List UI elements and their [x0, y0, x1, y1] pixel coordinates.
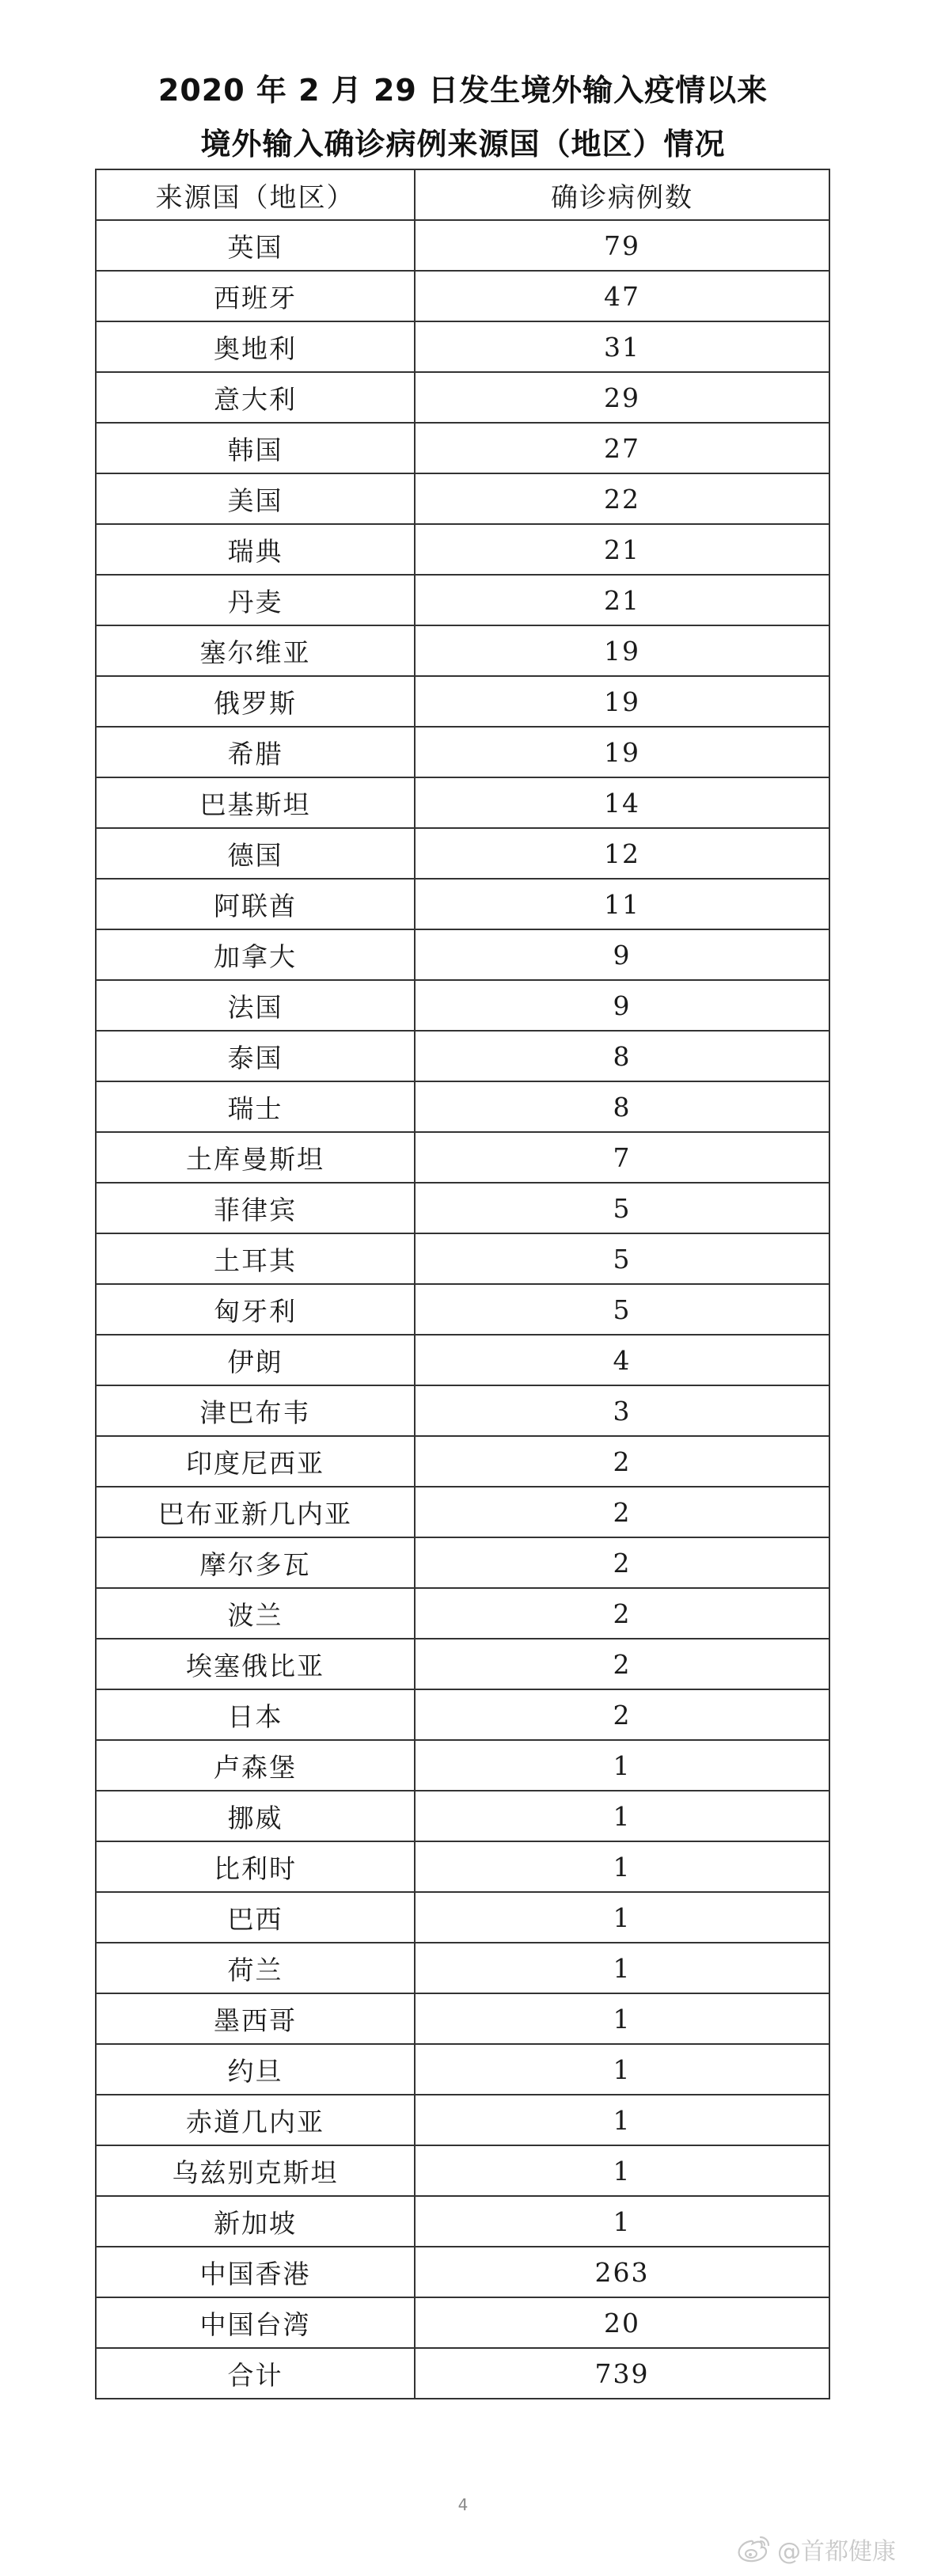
cases-cell: 1 — [415, 1993, 829, 2044]
region-cell: 比利时 — [96, 1841, 415, 1892]
region-cell: 美国 — [96, 473, 415, 524]
region-cell: 塞尔维亚 — [96, 625, 415, 676]
region-cell: 韩国 — [96, 423, 415, 473]
cases-cell: 47 — [415, 271, 829, 321]
cases-cell: 21 — [415, 524, 829, 575]
cases-cell: 2 — [415, 1689, 829, 1740]
region-cell: 中国台湾 — [96, 2297, 415, 2348]
table-row — [96, 1791, 829, 1841]
region-cell: 土库曼斯坦 — [96, 1132, 415, 1183]
cases-cell: 2 — [415, 1537, 829, 1588]
region-cell: 菲律宾 — [96, 1183, 415, 1233]
cases-cell: 1 — [415, 1943, 829, 1993]
cases-cell: 5 — [415, 1183, 829, 1233]
table-row — [96, 1081, 829, 1132]
table-row — [96, 423, 829, 473]
table-row — [96, 2348, 829, 2399]
table-row — [96, 1284, 829, 1335]
cases-cell: 19 — [415, 625, 829, 676]
table-row — [96, 2145, 829, 2196]
table-row — [96, 1689, 829, 1740]
region-cell: 新加坡 — [96, 2196, 415, 2247]
cases-cell: 2 — [415, 1639, 829, 1689]
cases-cell: 1 — [415, 2196, 829, 2247]
title-line-2: 境外输入确诊病例来源国（地区）情况 — [200, 127, 726, 161]
region-cell: 日本 — [96, 1689, 415, 1740]
cases-cell: 263 — [415, 2247, 829, 2297]
cases-cell: 27 — [415, 423, 829, 473]
table-row — [96, 980, 829, 1031]
region-cell: 波兰 — [96, 1588, 415, 1639]
cases-cell: 2 — [415, 1436, 829, 1487]
table-body — [96, 220, 829, 2399]
cases-cell: 19 — [415, 676, 829, 727]
table-row — [96, 1993, 829, 2044]
table-row — [96, 1487, 829, 1537]
region-cell: 挪威 — [96, 1791, 415, 1841]
table-row — [96, 524, 829, 575]
table-row — [96, 879, 829, 929]
region-cell: 意大利 — [96, 372, 415, 423]
region-cell: 墨西哥 — [96, 1993, 415, 2044]
region-cell: 约旦 — [96, 2044, 415, 2095]
region-cell: 加拿大 — [96, 929, 415, 980]
cases-table — [95, 169, 830, 2399]
cases-cell: 3 — [415, 1385, 829, 1436]
table-row — [96, 2247, 829, 2297]
cases-cell: 22 — [415, 473, 829, 524]
table-row — [96, 1436, 829, 1487]
table-row — [96, 777, 829, 828]
table-row — [96, 2044, 829, 2095]
table-row — [96, 625, 829, 676]
region-cell: 赤道几内亚 — [96, 2095, 415, 2145]
region-cell: 俄罗斯 — [96, 676, 415, 727]
title-line-1: 2020 年 2 月 29 日发生境外输入疫情以来 — [157, 73, 769, 108]
table-row — [96, 1132, 829, 1183]
table-row — [96, 1588, 829, 1639]
header-region: 来源国（地区） — [96, 169, 415, 220]
region-cell: 卢森堡 — [96, 1740, 415, 1791]
watermark — [736, 2532, 896, 2567]
cases-cell: 1 — [415, 2145, 829, 2196]
watermark-text: @首都健康 — [777, 2538, 896, 2566]
cases-cell: 739 — [415, 2348, 829, 2399]
table-row — [96, 220, 829, 271]
cases-cell: 7 — [415, 1132, 829, 1183]
table-row — [96, 1233, 829, 1284]
region-cell: 泰国 — [96, 1031, 415, 1081]
region-cell: 阿联酋 — [96, 879, 415, 929]
region-cell: 巴西 — [96, 1892, 415, 1943]
cases-cell: 12 — [415, 828, 829, 879]
cases-cell: 1 — [415, 1740, 829, 1791]
table-row — [96, 1740, 829, 1791]
cases-cell: 31 — [415, 321, 829, 372]
region-cell: 瑞士 — [96, 1081, 415, 1132]
table-row — [96, 1335, 829, 1385]
cases-cell: 19 — [415, 727, 829, 777]
region-cell: 丹麦 — [96, 575, 415, 625]
table-row — [96, 1183, 829, 1233]
table-row — [96, 473, 829, 524]
cases-cell: 1 — [415, 2095, 829, 2145]
table-row — [96, 676, 829, 727]
region-cell: 匈牙利 — [96, 1284, 415, 1335]
table-row — [96, 1031, 829, 1081]
header-cases: 确诊病例数 — [415, 169, 829, 220]
cases-cell: 8 — [415, 1081, 829, 1132]
table-row — [96, 1841, 829, 1892]
table-row — [96, 1385, 829, 1436]
region-cell: 英国 — [96, 220, 415, 271]
table-row — [96, 1943, 829, 1993]
cases-cell: 8 — [415, 1031, 829, 1081]
table-row — [96, 828, 829, 879]
cases-cell: 4 — [415, 1335, 829, 1385]
region-cell: 西班牙 — [96, 271, 415, 321]
region-cell: 德国 — [96, 828, 415, 879]
region-cell: 合计 — [96, 2348, 415, 2399]
page-number: 4 — [457, 2495, 469, 2514]
table-row — [96, 2297, 829, 2348]
table-row — [96, 2196, 829, 2247]
region-cell: 土耳其 — [96, 1233, 415, 1284]
cases-cell: 5 — [415, 1284, 829, 1335]
cases-cell: 21 — [415, 575, 829, 625]
cases-cell: 1 — [415, 1892, 829, 1943]
region-cell: 津巴布韦 — [96, 1385, 415, 1436]
region-cell: 瑞典 — [96, 524, 415, 575]
region-cell: 法国 — [96, 980, 415, 1031]
table-row — [96, 1537, 829, 1588]
cases-cell: 1 — [415, 2044, 829, 2095]
region-cell: 巴基斯坦 — [96, 777, 415, 828]
region-cell: 荷兰 — [96, 1943, 415, 1993]
cases-cell: 14 — [415, 777, 829, 828]
cases-cell: 79 — [415, 220, 829, 271]
cases-cell: 9 — [415, 929, 829, 980]
cases-cell: 11 — [415, 879, 829, 929]
region-cell: 摩尔多瓦 — [96, 1537, 415, 1588]
table-row — [96, 2095, 829, 2145]
table-row — [96, 1639, 829, 1689]
table-row — [96, 727, 829, 777]
table-row — [96, 929, 829, 980]
cases-cell: 1 — [415, 1841, 829, 1892]
table-header-row — [96, 169, 829, 220]
table-row — [96, 271, 829, 321]
cases-cell: 2 — [415, 1487, 829, 1537]
cases-cell: 1 — [415, 1791, 829, 1841]
weibo-icon — [736, 2535, 771, 2563]
cases-cell: 20 — [415, 2297, 829, 2348]
region-cell: 印度尼西亚 — [96, 1436, 415, 1487]
region-cell: 埃塞俄比亚 — [96, 1639, 415, 1689]
cases-cell: 29 — [415, 372, 829, 423]
cases-cell: 9 — [415, 980, 829, 1031]
region-cell: 伊朗 — [96, 1335, 415, 1385]
table-row — [96, 372, 829, 423]
region-cell: 中国香港 — [96, 2247, 415, 2297]
region-cell: 奥地利 — [96, 321, 415, 372]
region-cell: 乌兹别克斯坦 — [96, 2145, 415, 2196]
table-row — [96, 321, 829, 372]
table-row — [96, 575, 829, 625]
cases-cell: 5 — [415, 1233, 829, 1284]
table-row — [96, 1892, 829, 1943]
cases-cell: 2 — [415, 1588, 829, 1639]
region-cell: 巴布亚新几内亚 — [96, 1487, 415, 1537]
document-title — [0, 63, 926, 171]
region-cell: 希腊 — [96, 727, 415, 777]
